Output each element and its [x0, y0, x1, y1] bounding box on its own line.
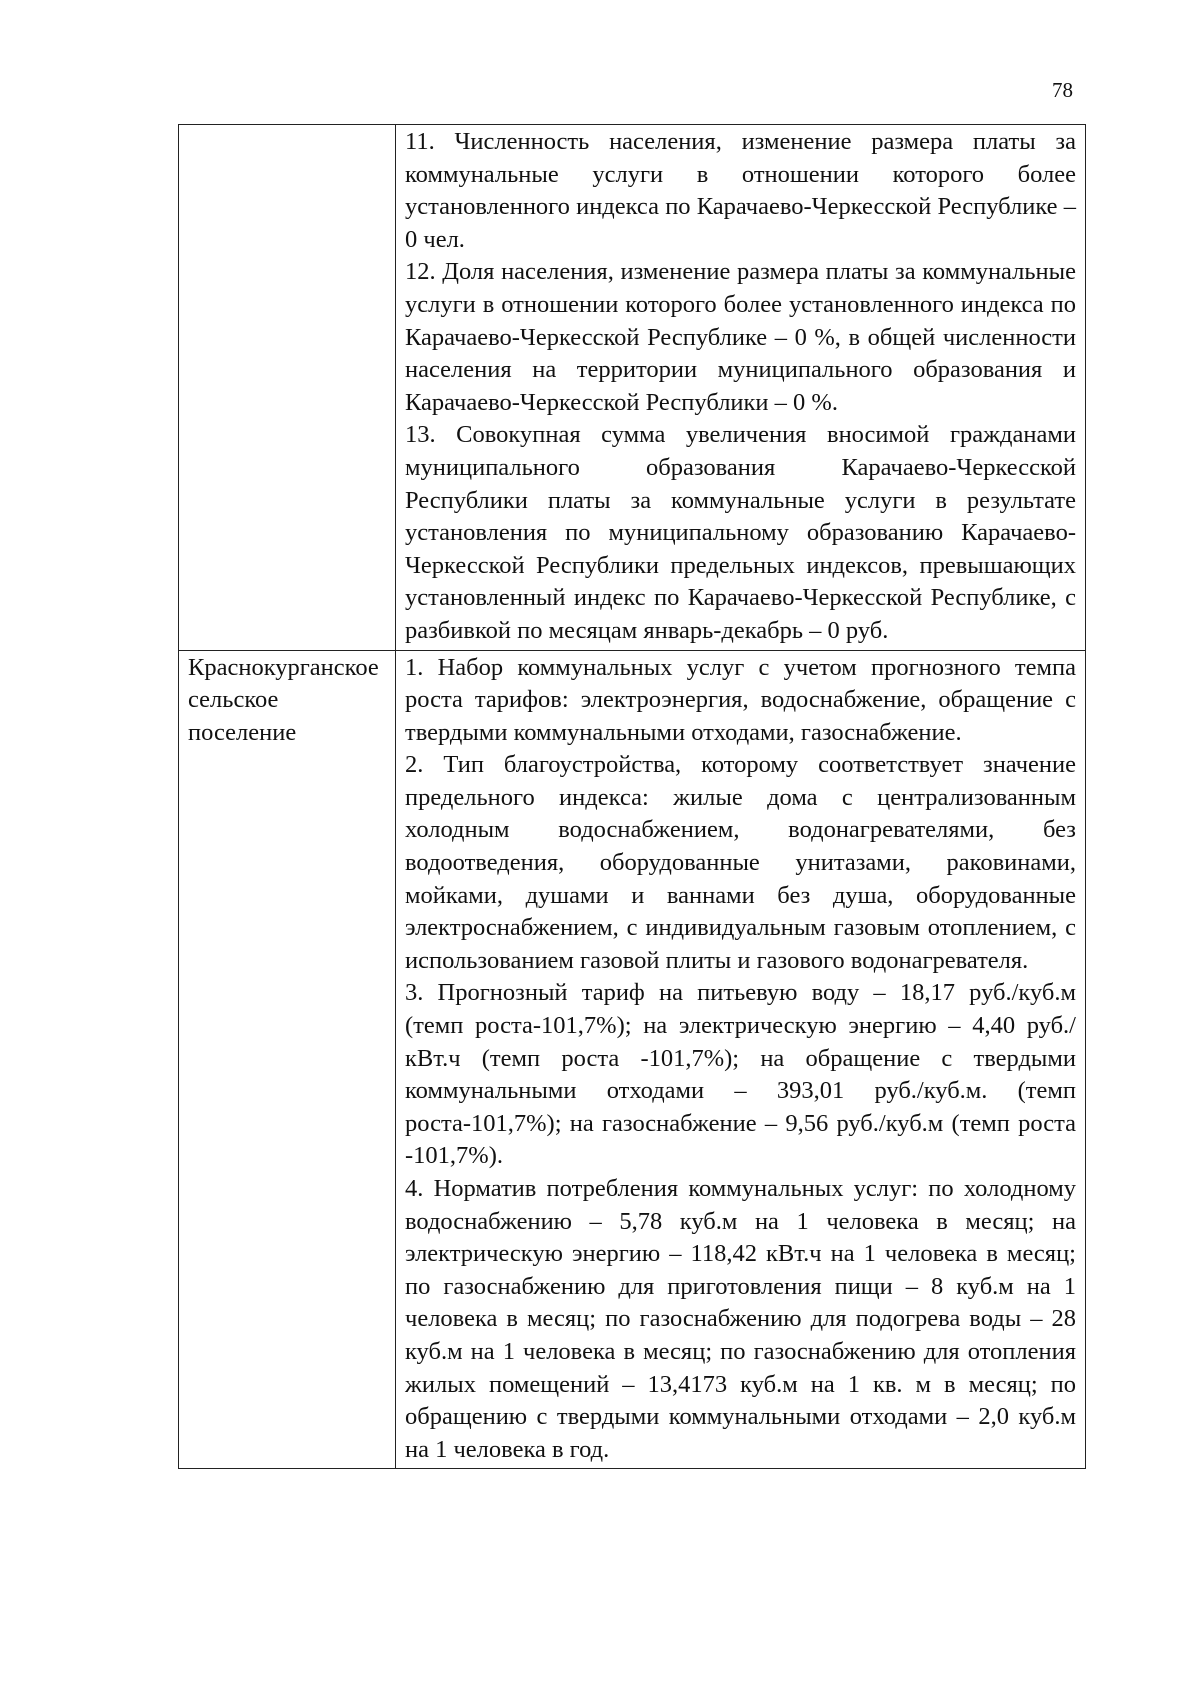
list-item: 13. Совокупная сумма увеличения вносимой гражданами муниципального образования Карачаево-Черкесской Республики платы за коммунальные услуги в результате установления по муниципальному образованию Карачаево-Черкесской Республики предельных индексов, превышающих установленный индекс по Карачаево-Черкесской Республике, с разбивкой по месяцам январь-декабрь – 0 руб. [405, 421, 1076, 644]
list-item: 2. Тип благоустройства, которому соответствует значение предельного индекса: жилые дома с централизованным холодным водоснабжением, водонагревателями, без водоотведения, оборудованные унитазами, раковинами, мойками, душами и ваннами без душа, оборудованные электроснабжением, с индивидуальным газовым отоплением, с использованием газовой плиты и газового водонагревателя. [405, 751, 1076, 974]
list-item: 12. Доля населения, изменение размера платы за коммунальные услуги в отношении которого более установленного индекса по Карачаево-Черкесской Республике – 0 %, в общей численности населения на территории муниципального образования и Карачаево-Черкесской Республики – 0 %. [405, 258, 1076, 416]
region-cell: Краснокурганское сельское поселение [179, 650, 396, 1469]
list-item: 3. Прогнозный тариф на питьевую воду – 18,17 руб./куб.м (темп роста-101,7%); на электрическую энергию – 4,40 руб./кВт.ч (темп роста -101,7%); на обращение с твердыми коммунальными отходами – 393,01 руб./куб.м. (темп роста-101,7%); на газоснабжение – 9,56 руб./куб.м (темп роста -101,7%). [405, 979, 1076, 1170]
list-item: 4. Норматив потребления коммунальных услуг: по холодному водоснабжению – 5,78 куб.м на 1 человека в месяц; на электрическую энергию – 118,42 кВт.ч на 1 человека в месяц; по газоснабжению для приготовления пищи – 8 куб.м на 1 человека в месяц; по газоснабжению для подогрева воды – 28 куб.м на 1 человека в месяц; по газоснабжению для отопления жилых помещений – 13,4173 куб.м на 1 кв. м в месяц; по обращению с твердыми коммунальными отходами – 2,0 куб.м на 1 человека в год. [405, 1175, 1076, 1463]
table-row [179, 125, 1086, 651]
page-number: 78 [1052, 78, 1073, 102]
region-cell [179, 125, 396, 651]
list-item: 1. Набор коммунальных услуг с учетом прогнозного темпа роста тарифов: электроэнергия, водоснабжение, обращение с твердыми коммунальными отходами, газоснабжение. [405, 653, 1076, 746]
list-item: 11. Численность населения, изменение размера платы за коммунальные услуги в отношении которого более установленного индекса по Карачаево-Черкесской Республике – 0 чел. [405, 128, 1076, 253]
details-cell [396, 650, 1086, 1469]
details-cell [396, 125, 1086, 651]
tariff-table [178, 124, 1086, 1469]
table-row [179, 650, 1086, 1469]
